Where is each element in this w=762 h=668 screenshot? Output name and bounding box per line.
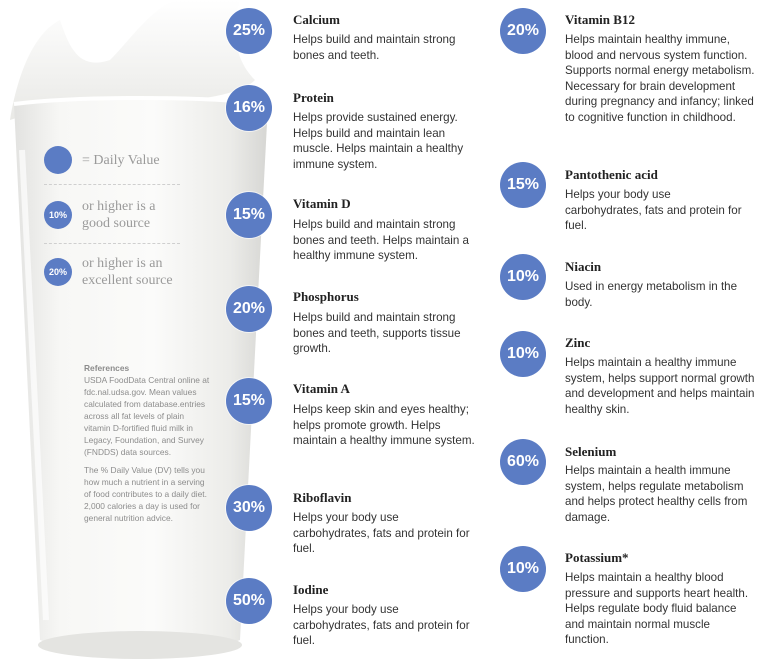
nutrient-name: Selenium: [565, 444, 617, 459]
nutrient-name: Protein: [293, 90, 334, 105]
legend-excellent-text: or higher is an excellent source: [82, 256, 173, 288]
nutrient-name: Niacin: [565, 259, 602, 274]
daily-value-note: The % Daily Value (DV) tells you how much a nutrient in a serving of food contributes to a daily diet. 2,000 calories a day is used for general nutrition advice.: [84, 465, 207, 523]
nutrient-name: Riboflavin: [293, 490, 352, 505]
legend-divider: [44, 243, 180, 244]
legend-good-badge: 10%: [44, 201, 72, 229]
nutrient-name: Iodine: [293, 582, 329, 597]
nutrient-description: Helps build and maintain strong bones and teeth, supports tissue growth.: [293, 311, 461, 355]
legend-excellent-source: [44, 255, 182, 289]
daily-value-badge: 16%: [226, 85, 272, 131]
nutrient-description: Helps maintain healthy immune, blood and nervous system function. Supports normal energy metabolism. Necessary for brain development during pregnancy and infancy; linked to cognitive function in childhood.: [565, 33, 755, 124]
nutrient-name: Potassium*: [565, 550, 629, 565]
daily-value-badge: 30%: [226, 485, 272, 531]
nutrient-description: Helps build and maintain strong bones and teeth.: [293, 33, 456, 62]
legend-good-source: [44, 198, 178, 232]
nutrient-description: Helps maintain a healthy immune system, helps support normal growth and development and helps maintain healthy skin.: [565, 356, 755, 416]
daily-value-badge: 15%: [500, 162, 546, 208]
daily-value-badge: 25%: [226, 8, 272, 54]
nutrient-name: Pantothenic acid: [565, 167, 658, 182]
nutrient-description: Helps keep skin and eyes healthy; helps promote growth. Helps maintain a healthy immune system.: [293, 403, 475, 447]
legend-daily-value-text: = Daily Value: [82, 152, 160, 168]
nutrient-description: Helps maintain a health immune system, helps regulate metabolism and helps protect healthy cells from damage.: [565, 464, 748, 524]
daily-value-badge: 50%: [226, 578, 272, 624]
daily-value-badge: 15%: [226, 192, 272, 238]
daily-value-badge: 20%: [226, 286, 272, 332]
nutrient-description: Helps your body use carbohydrates, fats and protein for fuel.: [293, 603, 470, 647]
nutrient-description: Helps your body use carbohydrates, fats and protein for fuel.: [565, 188, 742, 232]
daily-value-badge: 10%: [500, 546, 546, 592]
legend-divider: [44, 184, 180, 185]
nutrient-description: Used in energy metabolism in the body.: [565, 280, 738, 309]
nutrient-description: Helps your body use carbohydrates, fats and protein for fuel.: [293, 511, 470, 555]
references: [84, 362, 212, 530]
daily-value-dot-icon: [44, 146, 72, 174]
nutrient-description: Helps provide sustained energy. Helps build and maintain lean muscle. Helps maintain a healthy immune system.: [293, 111, 464, 171]
daily-value-badge: 60%: [500, 439, 546, 485]
nutrient-name: Vitamin B12: [565, 12, 635, 27]
references-title: References: [84, 363, 130, 373]
nutrient-description: Helps maintain a healthy blood pressure and supports heart health. Helps regulate body fluid balance and maintain normal muscle function.: [565, 571, 749, 646]
legend-daily-value: [44, 146, 160, 174]
legend-excellent-badge: 20%: [44, 258, 72, 286]
references-body: USDA FoodData Central online at fdc.nal.udsa.gov. Mean values calculated from database.entries across all fat levels of plain vitamin D-fortified fluid milk in Legacy, Foundation, and Survey (FNDDS) data sources.: [84, 375, 210, 457]
daily-value-badge: 10%: [500, 331, 546, 377]
daily-value-badge: 10%: [500, 254, 546, 300]
daily-value-badge: 20%: [500, 8, 546, 54]
nutrient-name: Zinc: [565, 335, 591, 350]
nutrient-name: Calcium: [293, 12, 340, 27]
nutrient-description: Helps build and maintain strong bones and teeth. Helps maintain a healthy immune system.: [293, 218, 469, 262]
nutrient-name: Vitamin D: [293, 196, 351, 211]
legend-good-text: or higher is a good source: [82, 199, 156, 231]
nutrient-name: Vitamin A: [293, 381, 350, 396]
nutrient-name: Phosphorus: [293, 289, 359, 304]
daily-value-badge: 15%: [226, 378, 272, 424]
